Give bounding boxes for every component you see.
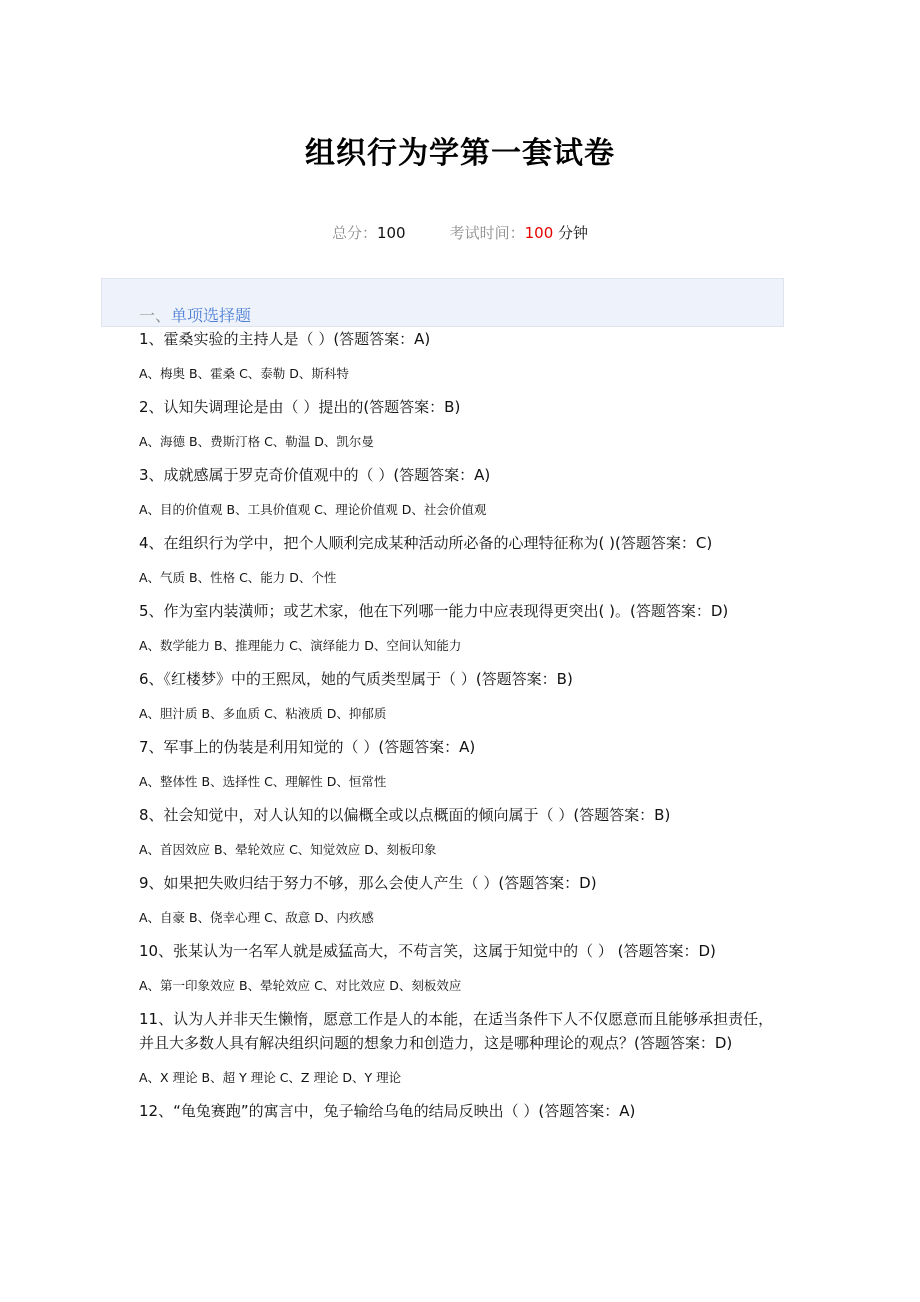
question-options: A、X 理论 B、超 Y 理论 C、Z 理论 D、Y 理论 [139, 1070, 402, 1085]
question-item [139, 395, 784, 451]
exam-time-value: 100 [524, 224, 554, 242]
question-item [139, 871, 784, 927]
question-text: 11、认为人并非天生懒惰，愿意工作是人的本能，在适当条件下人不仅愿意而且能够承担责任，并且大多数人具有解决组织问题的想象力和创造力，这是哪种理论的观点？(答题答案：D) [139, 1010, 774, 1052]
question-text: 8、社会知觉中，对人认知的以偏概全或以点概面的倾向属于（ ）(答题答案：B) [139, 806, 671, 824]
question-item [139, 939, 784, 995]
question-item [139, 463, 784, 519]
question-options: A、自豪 B、侥幸心理 C、敌意 D、内疚感 [139, 910, 374, 925]
total-score-label: 总分： [331, 224, 377, 242]
question-text: 5、作为室内装潢师；或艺术家，他在下列哪一能力中应表现得更突出( )。(答题答案：D) [139, 602, 729, 620]
question-text: 2、认知失调理论是由（ ）提出的(答题答案：B) [139, 398, 461, 416]
question-options: A、目的价值观 B、工具价值观 C、理论价值观 D、社会价值观 [139, 502, 487, 517]
question-item [139, 327, 784, 383]
question-options: A、数学能力 B、推理能力 C、演绎能力 D、空间认知能力 [139, 638, 462, 653]
exam-time-unit: 分钟 [553, 224, 589, 242]
question-text: 7、军事上的伪装是利用知觉的（ ）(答题答案：A) [139, 738, 476, 756]
section-title [139, 303, 251, 326]
exam-time-label: 考试时间： [449, 224, 525, 242]
question-text: 4、在组织行为学中，把个人顺利完成某种活动所必备的心理特征称为( )(答题答案：C) [139, 534, 713, 552]
question-text: 3、成就感属于罗克奇价值观中的（ ）(答题答案：A) [139, 466, 491, 484]
page-title: 组织行为学第一套试卷 [305, 136, 615, 171]
question-text: 9、如果把失败归结于努力不够，那么会使人产生（ ）(答题答案：D) [139, 874, 597, 892]
question-options: A、梅奥 B、霍桑 C、泰勒 D、斯科特 [139, 366, 349, 381]
question-text: 10、张某认为一名军人就是威猛高大，不苟言笑，这属于知觉中的（ ） (答题答案：D) [139, 942, 716, 960]
question-item [139, 735, 784, 791]
question-item [139, 531, 784, 587]
section-number: 一、 [139, 306, 172, 325]
question-item [139, 667, 784, 723]
question-options: A、气质 B、性格 C、能力 D、个性 [139, 570, 337, 585]
question-item [139, 1099, 784, 1123]
question-item [139, 599, 784, 655]
question-text: 6、《红楼梦》中的王熙凤，她的气质类型属于（ ）(答题答案：B) [139, 670, 573, 688]
question-options: A、整体性 B、选择性 C、理解性 D、恒常性 [139, 774, 387, 789]
question-text: 1、霍桑实验的主持人是（ ）(答题答案：A) [139, 330, 431, 348]
section-name: 单项选择题 [171, 306, 252, 325]
question-options: A、首因效应 B、晕轮效应 C、知觉效应 D、刻板印象 [139, 842, 437, 857]
question-item [139, 803, 784, 859]
total-score-value: 100 [376, 224, 406, 242]
question-list [139, 327, 784, 1123]
question-options: A、海德 B、费斯汀格 C、勒温 D、凯尔曼 [139, 434, 374, 449]
exam-meta [0, 222, 920, 243]
question-options: A、胆汁质 B、多血质 C、粘液质 D、抑郁质 [139, 706, 387, 721]
question-item [139, 1007, 784, 1087]
question-options: A、第一印象效应 B、晕轮效应 C、对比效应 D、刻板效应 [139, 978, 462, 993]
question-text: 12、“龟兔赛跑”的寓言中，兔子输给乌龟的结局反映出（ ）(答题答案：A) [139, 1102, 636, 1120]
